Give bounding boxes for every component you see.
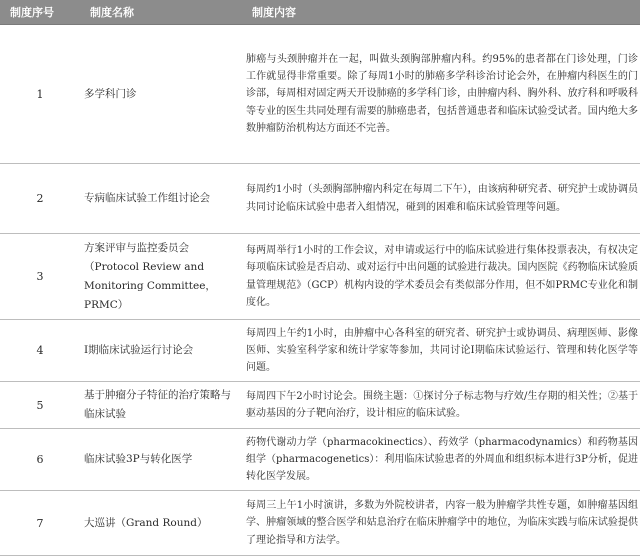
row-name: 大巡讲（Grand Round）	[80, 491, 242, 556]
table-row	[0, 25, 640, 164]
header-row	[0, 0, 640, 25]
table-row	[0, 234, 640, 320]
table-row	[0, 429, 640, 491]
row-content: 每周约1小时（头颈胸部肿瘤内科定在每周二下午），由该病种研究者、研究护士或协调员共同讨论临床试验中患者入组情况，碰到的困难和临床试验管理等问题。	[242, 164, 640, 234]
header-name: 制度名称	[80, 0, 242, 25]
header-number: 制度序号	[0, 0, 80, 25]
row-name: 专病临床试验工作组讨论会	[80, 164, 242, 234]
row-name: 基于肿瘤分子特征的治疗策略与临床试验	[80, 382, 242, 429]
row-number: 6	[0, 429, 80, 491]
row-name: 多学科门诊	[80, 25, 242, 164]
row-content: 每两周举行1小时的工作会议，对申请或运行中的临床试验进行集体投票表决，有权决定每项临床试验是否启动、或对运行中出问题的试验进行裁决。国内医院《药物临床试验质量管理规范》（GCP）机构内设的学术委员会有类似部分作用，但不如PRMC专业化和制度化。	[242, 234, 640, 320]
table-header	[0, 0, 640, 25]
row-number: 3	[0, 234, 80, 320]
table-row	[0, 382, 640, 429]
row-name: Ⅰ期临床试验运行讨论会	[80, 320, 242, 382]
row-content: 每周四下午2小时讨论会。围绕主题：①探讨分子标志物与疗效/生存期的相关性；②基于驱动基因的分子靶向治疗，设计相应的临床试验。	[242, 382, 640, 429]
header-content: 制度内容	[242, 0, 640, 25]
row-content: 药物代谢动力学（pharmacokinectics）、药效学（pharmacodynamics）和药物基因组学（pharmacogenetics）：利用临床试验患者的外周血和组织标本进行3P分析，促进转化医学发展。	[242, 429, 640, 491]
row-number: 5	[0, 382, 80, 429]
row-name: 临床试验3P与转化医学	[80, 429, 242, 491]
row-content: 每周三上午1小时演讲，多数为外院校讲者，内容一般为肿瘤学共性专题，如肿瘤基因组学、肿瘤领域的整合医学和姑息治疗在临床肿瘤学中的地位，为临床实践与临床试验提供了理论指导和方法学。	[242, 491, 640, 556]
row-content: 肺癌与头颈肿瘤并在一起，叫做头颈胸部肿瘤内科。约95%的患者都在门诊处理，门诊工作就显得非常重要。除了每周1小时的肺癌多学科诊治讨论会外，在肿瘤内科医生的门诊部，每周相对固定两天开设肺癌的多学科门诊，由肿瘤内科、胸外科、放疗科和呼吸科等专业的医生共同处理有需要的肺癌患者，包括普通患者和临床试验受试者。国内绝大多数肿瘤防治机构达方面还不完善。	[242, 25, 640, 164]
row-number: 7	[0, 491, 80, 556]
table-row	[0, 491, 640, 556]
row-number: 2	[0, 164, 80, 234]
row-name: 方案评审与监控委员会（Protocol Review and Monitoring Committee，PRMC）	[80, 234, 242, 320]
row-number: 4	[0, 320, 80, 382]
table-row	[0, 164, 640, 234]
row-number: 1	[0, 25, 80, 164]
table-body	[0, 25, 640, 556]
row-content: 每周四上午约1小时，由肿瘤中心各科室的研究者、研究护士或协调员、病理医师、影像医师、实验室科学家和统计学家等参加，共同讨论Ⅰ期临床试验运行、管理和转化医学等问题。	[242, 320, 640, 382]
table-row	[0, 320, 640, 382]
